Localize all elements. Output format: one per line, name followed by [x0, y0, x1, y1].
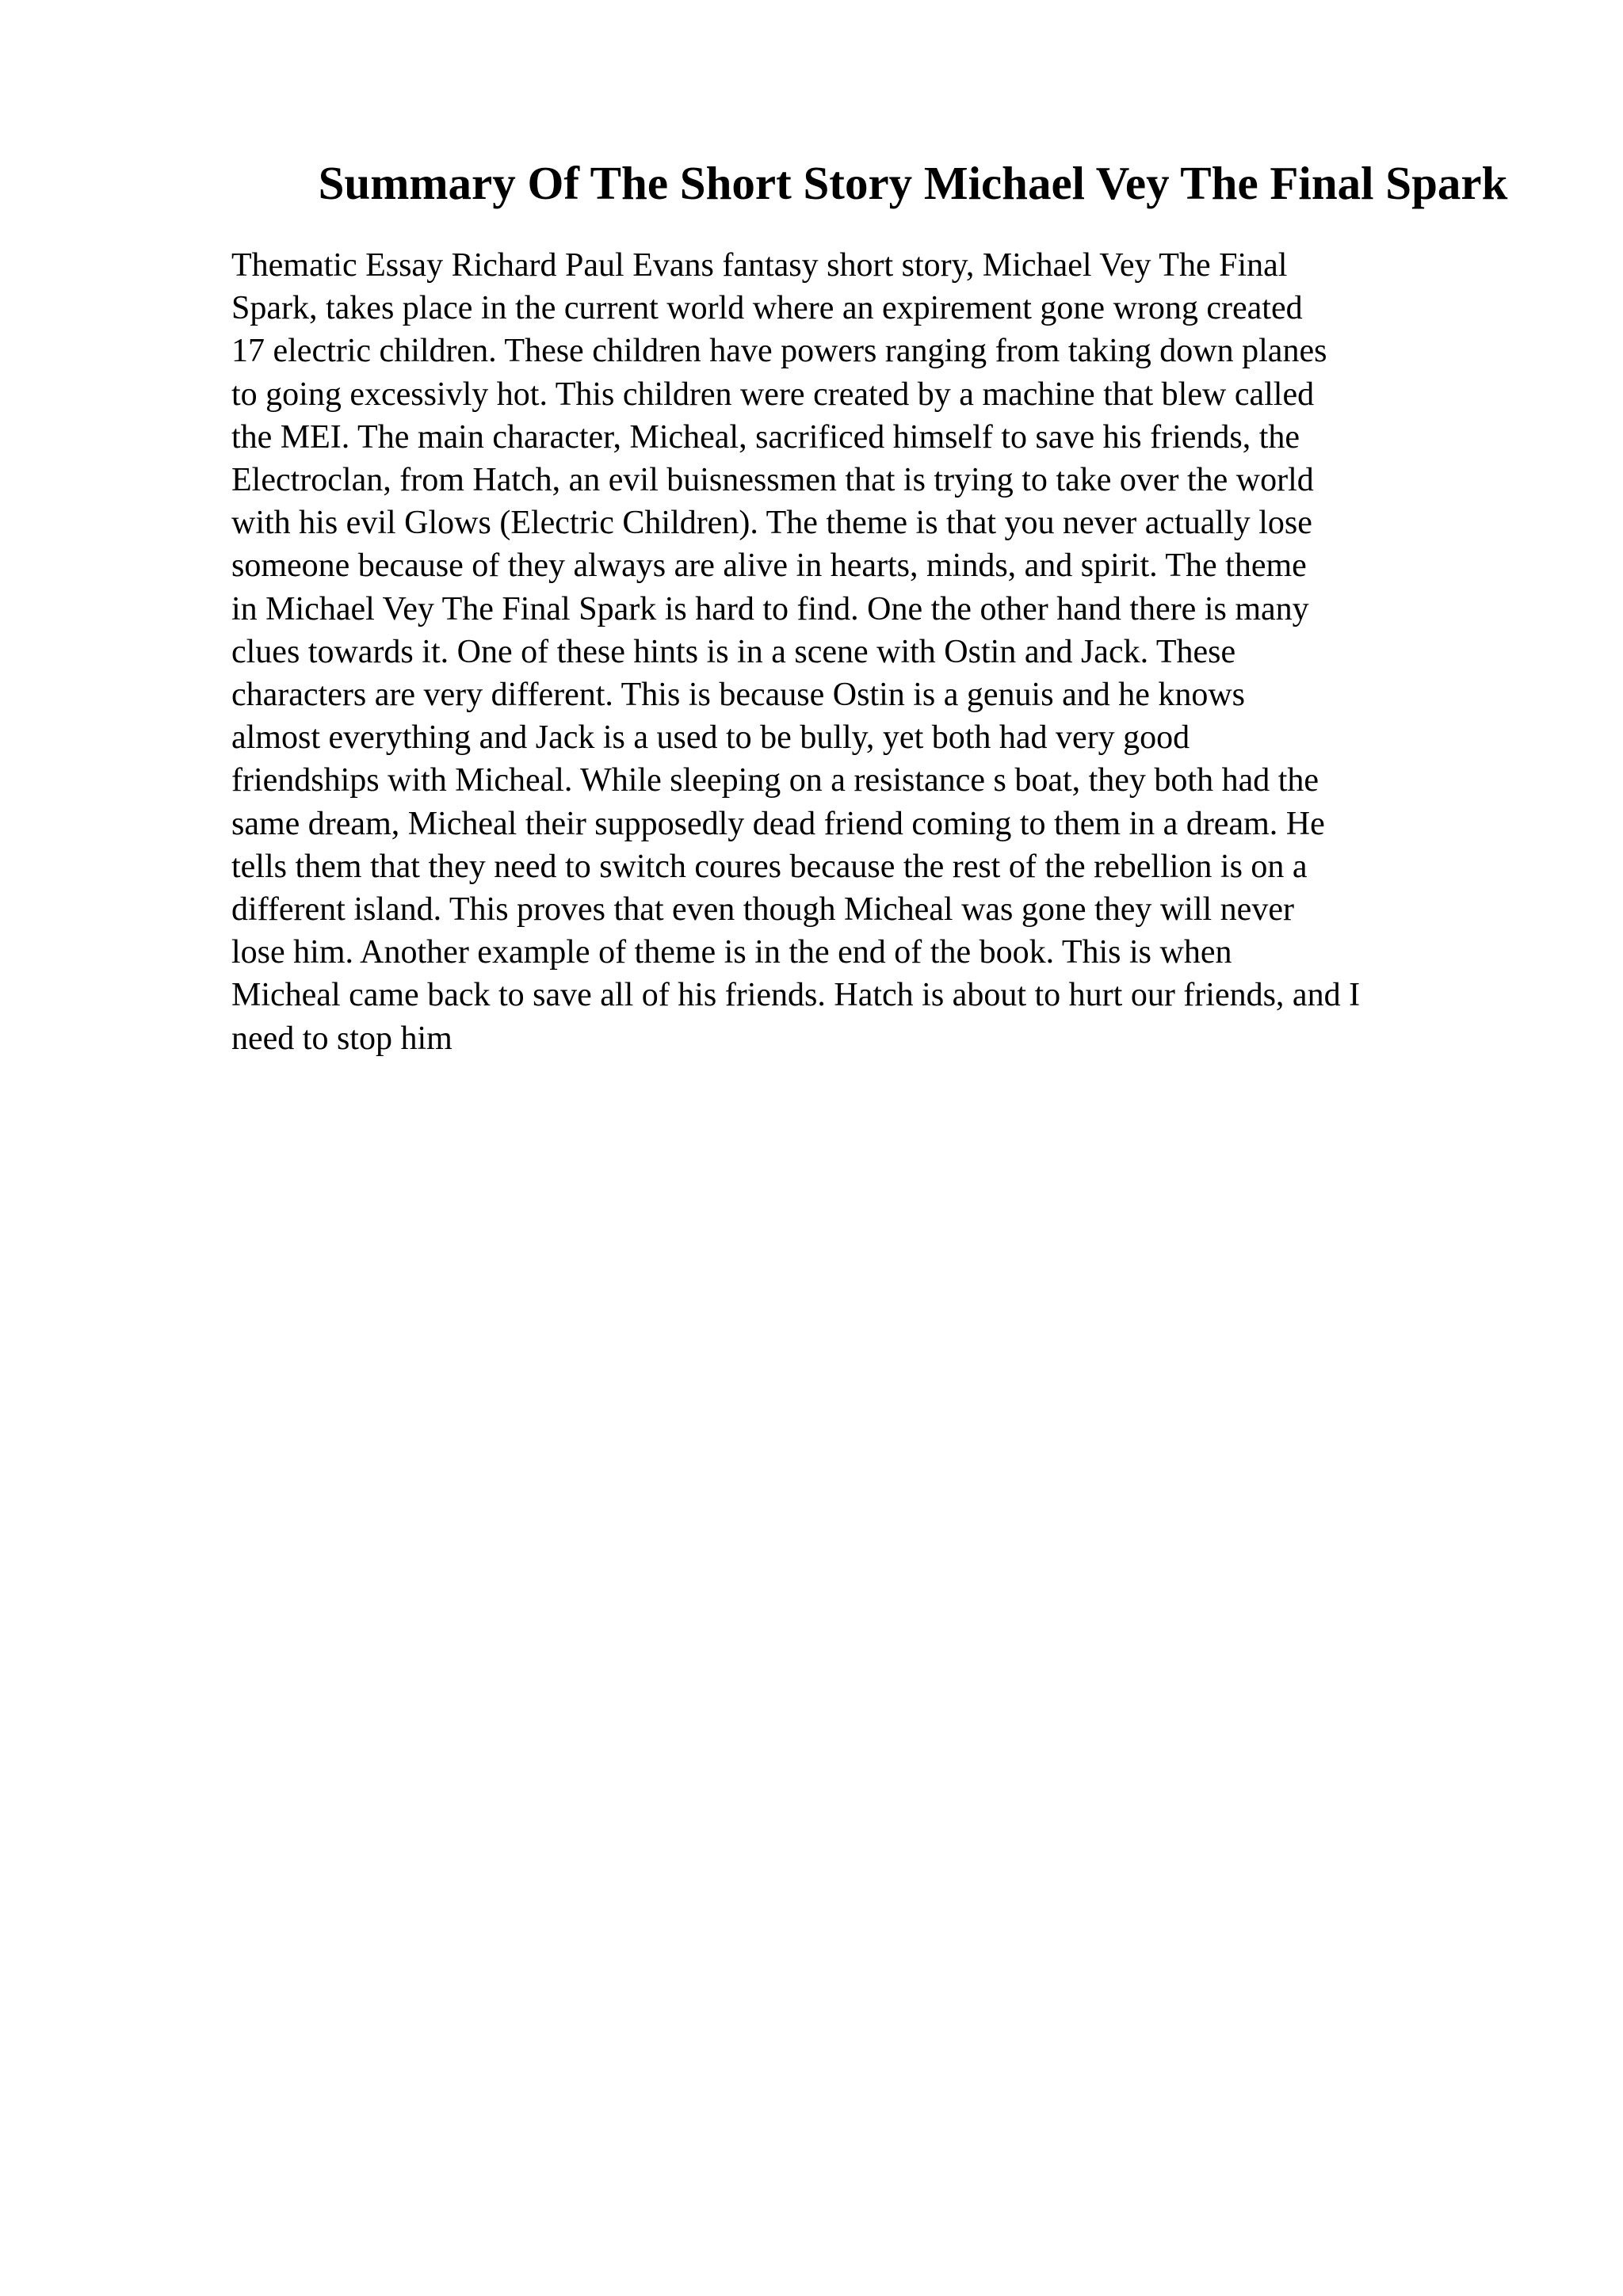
essay-body	[231, 244, 1539, 1060]
body-line: tells them that they need to switch coures because the rest of the rebellion is on a	[231, 848, 1308, 885]
body-line: with his evil Glows (Electric Children). The theme is that you never actually lose	[231, 505, 1312, 542]
body-line: 17 electric children. These children have powers ranging from taking down planes	[231, 333, 1327, 370]
body-line: clues towards it. One of these hints is in a scene with Ostin and Jack. These	[231, 633, 1236, 670]
body-line: to going excessivly hot. This children were created by a machine that blew called	[231, 376, 1315, 413]
page-title: Summary Of The Short Story Michael Vey The Final Spark	[318, 157, 1508, 209]
body-line: the MEI. The main character, Micheal, sacrificed himself to save his friends, the	[231, 418, 1300, 456]
body-line: Spark, takes place in the current world where an expirement gone wrong created	[231, 290, 1303, 327]
body-line: almost everything and Jack is a used to be bully, yet both had very good	[231, 719, 1190, 757]
body-line: Thematic Essay Richard Paul Evans fantasy short story, Michael Vey The Final	[231, 247, 1288, 284]
body-line: need to stop him	[231, 1020, 453, 1057]
body-line: same dream, Micheal their supposedly dead friend coming to them in a dream. He	[231, 805, 1325, 842]
body-line: in Michael Vey The Final Spark is hard to find. One the other hand there is many	[231, 590, 1309, 627]
body-line: someone because of they always are alive in hearts, minds, and spirit. The theme	[231, 547, 1307, 585]
body-line: friendships with Micheal. While sleeping on a resistance s boat, they both had the	[231, 762, 1319, 799]
body-line: lose him. Another example of theme is in the end of the book. This is when	[231, 934, 1232, 971]
body-line: Micheal came back to save all of his friends. Hatch is about to hurt our friends, and I	[231, 977, 1361, 1014]
body-line: Electroclan, from Hatch, an evil buisnessmen that is trying to take over the world	[231, 462, 1314, 499]
body-line: characters are very different. This is because Ostin is a genuis and he knows	[231, 677, 1246, 714]
body-line: different island. This proves that even though Micheal was gone they will never	[231, 891, 1294, 929]
